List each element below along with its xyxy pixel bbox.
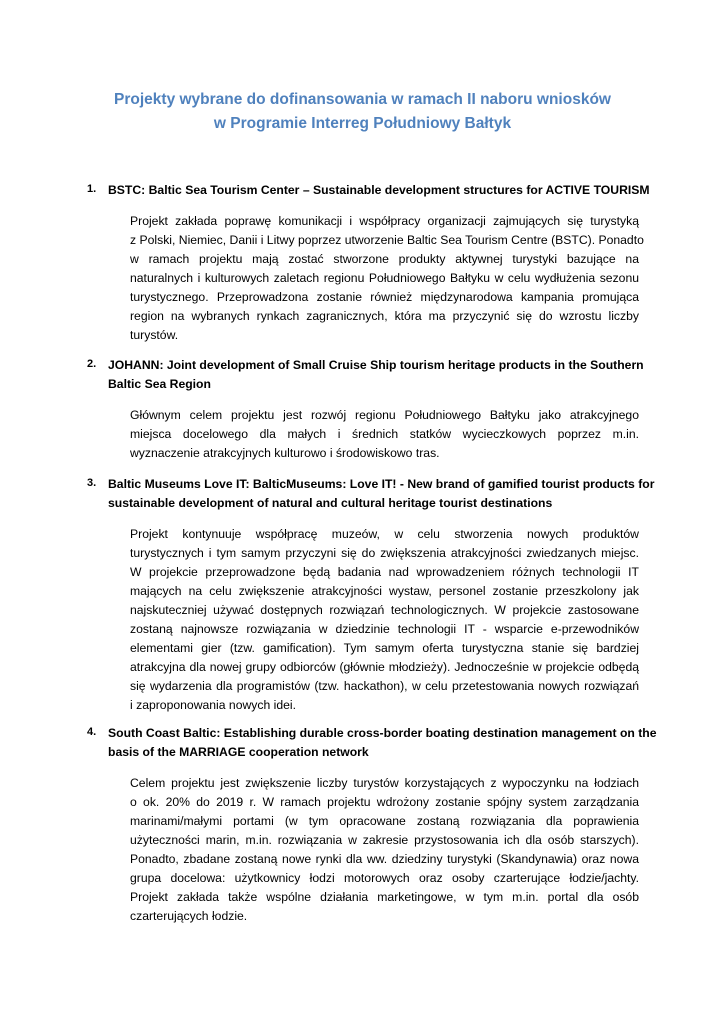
project-description-line: o ok. 20% do 2019 r. W ramach projektu wdrożony zostanie spójny system zarządzania (130, 795, 639, 809)
project-description-line: czarterujących łodzie. (130, 909, 248, 923)
project-number: 4. (87, 726, 97, 738)
page-title (60, 88, 665, 136)
project-description-line: grupa docelowa: użytkownicy łodzi motorowych oraz osoby czarterujące łodzie/jachty. (130, 871, 639, 885)
project-description-line: naturalnych i kulturowych zaletach regionu Południowego Bałtyku w celu wydłużenia sezonu (130, 271, 639, 285)
project-description-line: w ramach projektu mają zostać stworzone produkty aktywnej turystyki bazujące na (130, 252, 639, 266)
project-heading (108, 724, 657, 762)
project-description-line: Projekt kontynuuje współpracę muzeów, w celu stworzenia nowych produktów (130, 527, 639, 541)
title-line-1: Projekty wybrane do dofinansowania w ramach II naboru wniosków (114, 91, 611, 108)
project-description-line: turystów. (130, 328, 179, 342)
project-description-line: turystycznych i tym samym przyczyni się do zwiększenia atrakcyjności zwiedzanych miejsc. (130, 546, 639, 560)
project-description-line: Projekt zakłada także wspólne działania marketingowe, w tym m.in. portal dla osób (130, 890, 639, 904)
project-description-line: zostaną najnowsze rozwiązania w dziedzinie technologii IT - wsparcie e-przewodników (130, 622, 639, 636)
project-description-line: Głównym celem projektu jest rozwój regionu Południowego Bałtyku jako atrakcyjnego (130, 408, 639, 422)
project-heading (108, 181, 650, 200)
project-number: 3. (87, 477, 97, 489)
project-number: 1. (87, 183, 97, 195)
project-heading (108, 356, 644, 394)
project-heading (108, 475, 655, 513)
project-description-line: Projekt zakłada poprawę komunikacji i współpracy organizacji zajmujących się turystyką (130, 214, 639, 228)
project-description-line: miejsca docelowego dla małych i średnich statków wycieczkowych poprzez m.in. (130, 427, 639, 441)
project-description-line: turystycznego. Przeprowadzona zostanie również międzynarodowa kampania promująca (130, 290, 639, 304)
project-heading-line: JOHANN: Joint development of Small Cruise Ship tourism heritage products in the Southern (108, 358, 644, 372)
project-description-line: się wydarzenia dla programistów (tzw. hackathon), w celu przetestowania nowych rozwiązań (130, 679, 639, 693)
project-description (130, 774, 639, 926)
project-description-line: Celem projektu jest zwiększenie liczby turystów korzystających z wypoczynku na łodziach (130, 776, 639, 790)
project-description-line: wyznaczenie atrakcyjnych kulturowo i środowiskowo tras. (130, 446, 440, 460)
project-description-line: mających na celu zwiększenie atrakcyjności wystaw, personel zostanie przeszkolony jak (130, 584, 639, 598)
project-description-line: region na wybranych rynkach zagranicznych, która ma przyczynić się do wzrostu liczby (130, 309, 639, 323)
project-description-line: W projekcie przeprowadzone będą badania nad wprowadzeniem różnych technologii IT (130, 565, 639, 579)
project-description-line: użyteczności marin, m.in. rozwiązania w zakresie przystosowania ich dla osób starszych). (130, 833, 639, 847)
project-description-line: i zaproponowania nowych idei. (130, 698, 296, 712)
project-heading-line: basis of the MARRIAGE cooperation network (108, 745, 369, 759)
project-description-line: atrakcyjna dla nowej grupy odbiorców (głównie młodzieży). Jednocześnie w projekcie odbędą (130, 660, 639, 674)
project-description-line: najskuteczniej używać dostępnych rozwiązań technologicznych. W projekcie zastosowane (130, 603, 639, 617)
project-heading-line: Baltic Sea Region (108, 377, 211, 391)
project-description-line: Ponadto, zbadane zostaną nowe rynki dla ww. dziedziny turystyki (Skandynawia) oraz nowa (130, 852, 639, 866)
project-description (130, 212, 644, 345)
title-line-2: w Programie Interreg Południowy Bałtyk (213, 115, 512, 132)
project-description-line: elementami gier (tzw. gamification). Tym samym oferta turystyczna stanie się bardziej (130, 641, 639, 655)
project-heading-line: sustainable development of natural and cultural heritage tourist destinations (108, 496, 553, 510)
project-heading-line: South Coast Baltic: Establishing durable cross-border boating destination management on the (108, 726, 657, 740)
project-description-line: marinami/małymi portami (w tym opracowane zostaną rozwiązania dla poprawienia (130, 814, 639, 828)
project-description (130, 406, 639, 463)
project-heading-line: BSTC: Baltic Sea Tourism Center – Sustainable development structures for ACTIVE TOURISM (108, 183, 650, 197)
project-description-line: z Polski, Niemiec, Danii i Litwy poprzez utworzenie Baltic Sea Tourism Centre (BSTC). Ponadto (130, 233, 644, 247)
project-description (130, 525, 639, 715)
project-number: 2. (87, 358, 97, 370)
project-heading-line: Baltic Museums Love IT: BalticMuseums: Love IT! - New brand of gamified tourist products for (108, 477, 655, 491)
